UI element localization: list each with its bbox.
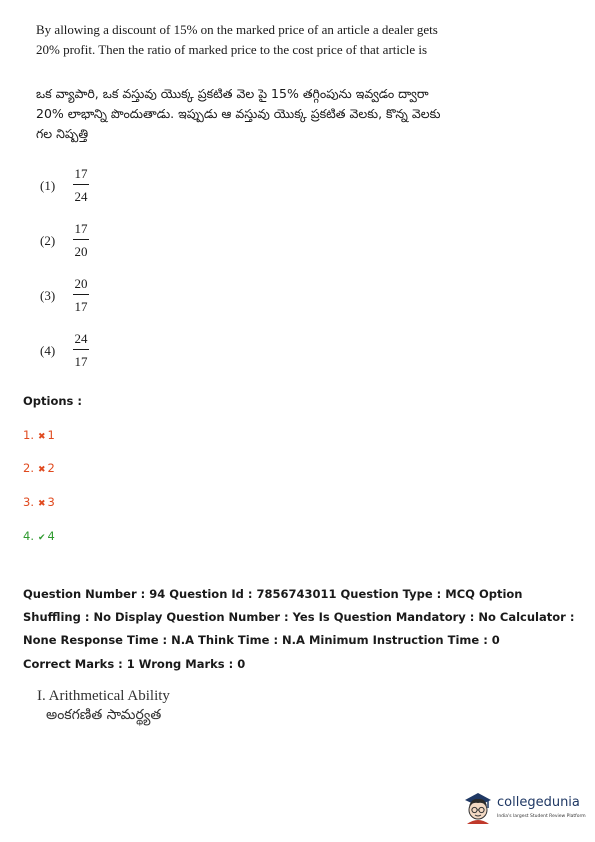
choice-number: (2) [40,233,56,248]
question-telugu: ఒక వ్యాపారి, ఒక వస్తువు యొక్క ప్రకటిత వెల పై 15% తగ్గింపును ఇవ్వడం ద్వారా 20% లాభాన్ని పొందుతాడు. ఇప్పుడు ఆ వస్తువు యొక్క ప్రకటిత వెలకు, కొన్న వెలకు గల నిష్పత్తి [36,86,441,141]
fraction-numerator: 24 [74,331,88,346]
fraction-denominator: 20 [74,244,88,259]
check-icon: ✔ [37,533,46,543]
fraction [73,166,89,205]
fraction-denominator: 24 [74,189,88,204]
option-1 [23,428,55,442]
option-index: 1. [23,428,34,442]
fraction-numerator: 17 [74,166,88,181]
option-value: 4 [47,529,55,543]
section-title-english: I. Arithmetical Ability [37,688,170,704]
option-value: 1 [47,428,55,442]
question-details: Question Number : 94 Question Id : 7856743011 Question Type : MCQ Option Shuffling : No Display Question Number : Yes Is Question Mandatory : No Calculator : None Response Time : N.A Think Time : N.A Minimum Instruction Time : 0 [23,587,575,647]
option-2 [23,461,55,475]
brand-name: collegedunia [497,795,580,810]
choice-number: (3) [40,288,56,303]
fraction-numerator: 20 [74,276,88,291]
student-avatar-icon [461,788,495,824]
cross-icon: ✖ [37,465,46,475]
marks-line: Correct Marks : 1 Wrong Marks : 0 [23,657,246,671]
question-english: By allowing a discount of 15% on the marked price of an article a dealer gets 20% profit. Then the ratio of marked price to the cost price of that article is [36,22,438,57]
option-value: 2 [47,461,55,475]
option-3 [23,495,55,509]
option-value: 3 [47,495,55,509]
section-title-telugu: అంకగణిత సామర్థ్యత [46,707,162,723]
fraction-denominator: 17 [74,299,88,314]
fraction-denominator: 17 [74,354,88,369]
cross-icon: ✖ [37,432,46,442]
fraction [73,276,89,315]
fraction-numerator: 17 [74,221,88,236]
option-index: 2. [23,461,34,475]
choice-number: (1) [40,178,56,193]
options-heading: Options : [23,394,82,408]
option-4 [23,529,55,543]
cross-icon: ✖ [37,499,46,509]
brand-logo [455,782,585,832]
choice-number: (4) [40,343,56,358]
option-index: 4. [23,529,34,543]
brand-tagline: India's largest Student Review Platform [497,814,586,819]
fraction [73,331,89,370]
fraction [73,221,89,260]
option-index: 3. [23,495,34,509]
